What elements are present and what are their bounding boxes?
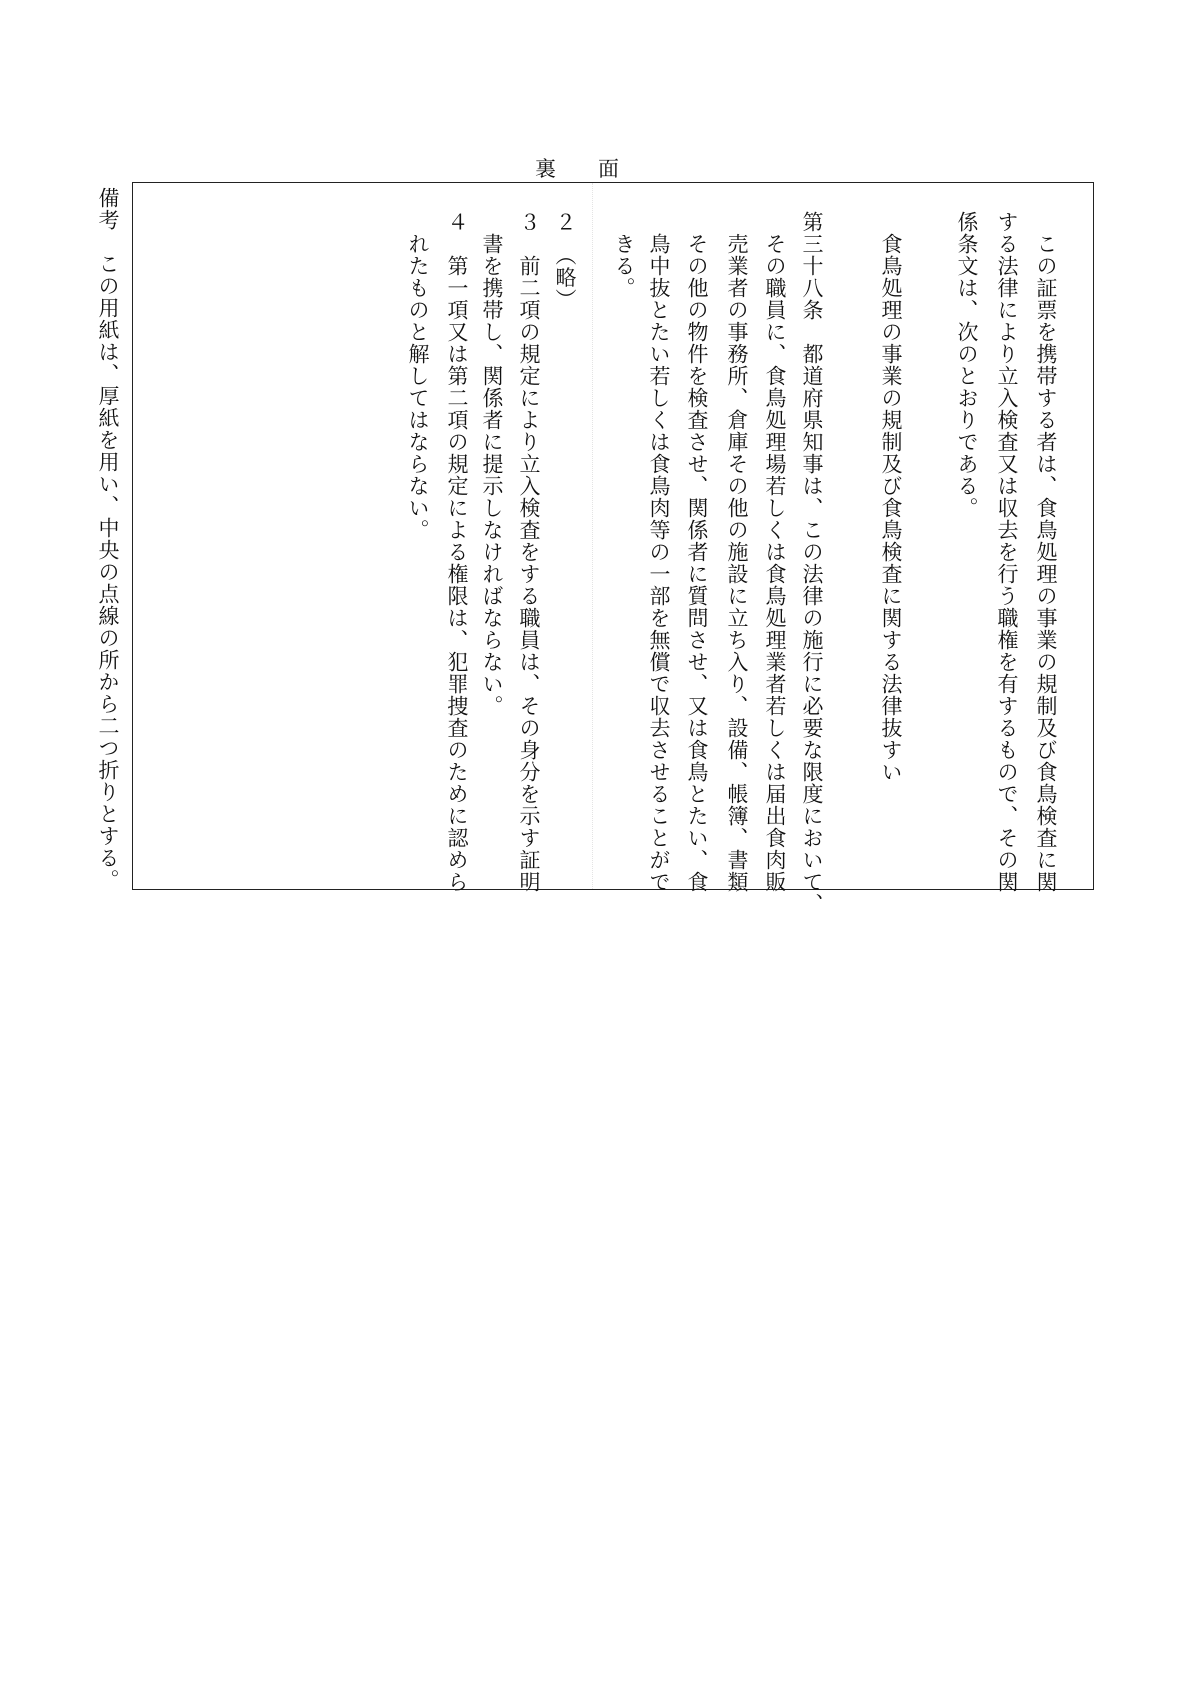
notice-line-2: する法律により立入検査又は収去を行う職権を有するもので、その関: [995, 211, 1019, 893]
article-38-line-1: 第三十八条 都道府県知事は、この法律の施行に必要な限度において、: [800, 211, 824, 915]
article-38-line-6: きる。: [612, 211, 636, 299]
title-side: 面: [598, 157, 619, 181]
paragraph-4-line-2: れたものと解してはならない。: [406, 211, 430, 541]
title-back: 裏: [535, 157, 556, 181]
paragraph-2-line-1: ２ （略）: [553, 211, 577, 311]
paragraph-3-line-1: ３ 前二項の規定により立入検査をする職員は、その身分を示す証明: [517, 211, 541, 893]
paragraph-4-line-1: ４ 第一項又は第二項の規定による権限は、犯罪捜査のために認めら: [445, 211, 469, 893]
remarks-note: 備考 この用紙は、厚紙を用い、中央の点線の所から二つ折りとする。: [96, 187, 120, 891]
page-title: [535, 153, 619, 183]
article-38-line-4: その他の物件を検査させ、関係者に質問させ、又は食鳥とたい、食: [685, 211, 709, 893]
paragraph-3-line-2: 書を携帯し、関係者に提示しなければならない。: [480, 211, 504, 717]
article-38-line-3: 売業者の事務所、倉庫その他の施設に立ち入り、設備、帳簿、書類: [725, 211, 749, 893]
law-title: 食鳥処理の事業の規制及び食鳥検査に関する法律抜すい: [879, 211, 903, 783]
center-fold-line: [592, 183, 593, 889]
notice-line-1: この証票を携帯する者は、食鳥処理の事業の規制及び食鳥検査に関: [1034, 211, 1058, 893]
article-38-line-5: 鳥中抜とたい若しくは食鳥肉等の一部を無償で収去させることがで: [647, 211, 671, 893]
notice-line-3: 係条文は、次のとおりである。: [955, 211, 979, 519]
article-38-line-2: その職員に、食鳥処理場若しくは食鳥処理業者若しくは届出食肉販: [763, 211, 787, 893]
